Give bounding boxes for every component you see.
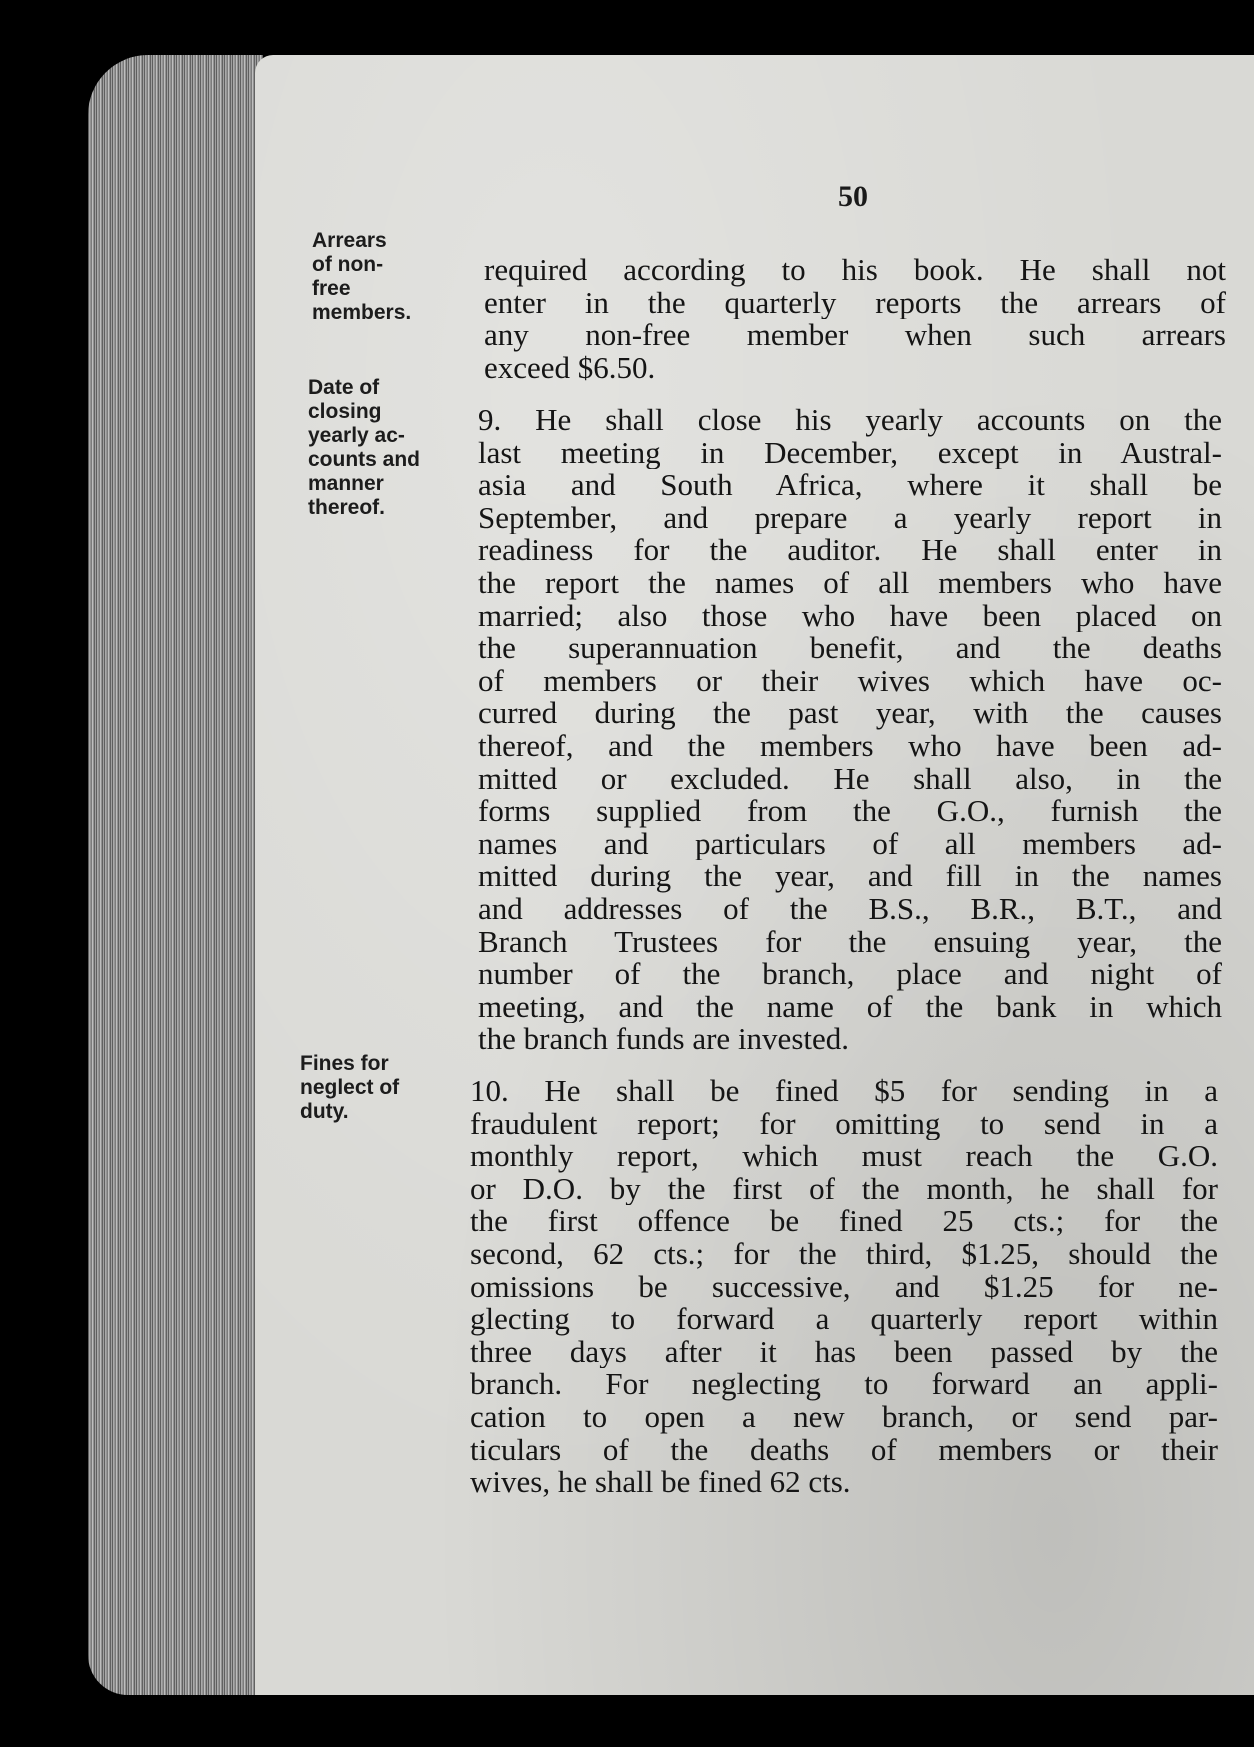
text-line: September, and prepare a yearly report in (478, 501, 1222, 535)
text-line: exceed $6.50. (484, 351, 656, 385)
text-line: 10. He shall be fined $5 for sending in a (470, 1075, 1218, 1108)
text-line: the first offence be fined 25 cts.; for the (470, 1205, 1218, 1238)
text-line: or D.O. by the first of the month, he shall for (470, 1172, 1218, 1206)
text-line: the branch funds are invested. (478, 1023, 850, 1056)
paragraph-10-fines (470, 1075, 1218, 1499)
text-line: meeting, and the name of the bank in which (478, 990, 1222, 1024)
text-line: of members or their wives which have oc- (478, 664, 1222, 698)
text-line: thereof, and the members who have been ad- (478, 729, 1222, 763)
margin-note-arrears: Arrears of non- free members. (312, 229, 412, 324)
text-line: ticulars of the deaths of members or their (470, 1433, 1218, 1467)
text-line: Branch Trustees for the ensuing year, the (478, 925, 1222, 959)
margin-note-closing-accounts: Date of closing yearly ac- counts and manner thereof. (308, 376, 421, 519)
text-line: enter in the quarterly reports the arrears of (484, 286, 1226, 320)
text-line: monthly report, which must reach the G.O. (470, 1140, 1218, 1173)
text-line: and addresses of the B.S., B.R., B.T., and (478, 892, 1222, 926)
text-line: second, 62 cts.; for the third, $1.25, should the (470, 1237, 1218, 1271)
text-line: any non-free member when such arrears (484, 319, 1226, 352)
text-line: omissions be successive, and $1.25 for ne- (470, 1270, 1218, 1304)
text-line: the report the names of all members who have (478, 566, 1222, 600)
paragraph-9-yearly-accounts (478, 404, 1222, 1056)
text-line: married; also those who have been placed on (478, 599, 1222, 633)
text-line: mitted or excluded. He shall also, in the (478, 762, 1222, 796)
page-number: 50 (838, 180, 868, 213)
text-line: mitted during the year, and fill in the names (478, 860, 1222, 893)
text-line: wives, he shall be fined 62 cts. (470, 1466, 851, 1499)
text-line: fraudulent report; for omitting to send in a (470, 1107, 1218, 1141)
text-line: three days after it has been passed by the (470, 1335, 1218, 1369)
text-line: branch. For neglecting to forward an appli- (470, 1368, 1218, 1401)
text-line: cation to open a new branch, or send par- (470, 1400, 1218, 1434)
text-line: readiness for the auditor. He shall enter in (478, 534, 1222, 567)
text-line: names and particulars of all members ad- (478, 827, 1222, 861)
margin-note-fines: Fines for neglect of duty. (300, 1052, 400, 1123)
text-line: last meeting in December, except in Austral- (478, 436, 1222, 470)
text-line: curred during the past year, with the causes (478, 697, 1222, 730)
paragraph-arrears (484, 254, 1226, 384)
text-line: asia and South Africa, where it shall be (478, 469, 1222, 502)
text-line: forms supplied from the G.O., furnish the (478, 795, 1222, 828)
text-line: required according to his book. He shall not (484, 254, 1226, 287)
text-line: glecting to forward a quarterly report within (470, 1303, 1218, 1336)
book-page-edges (88, 55, 263, 1695)
text-line: number of the branch, place and night of (478, 958, 1222, 991)
text-line: the superannuation benefit, and the deaths (478, 632, 1222, 665)
text-line: 9. He shall close his yearly accounts on the (478, 404, 1222, 437)
